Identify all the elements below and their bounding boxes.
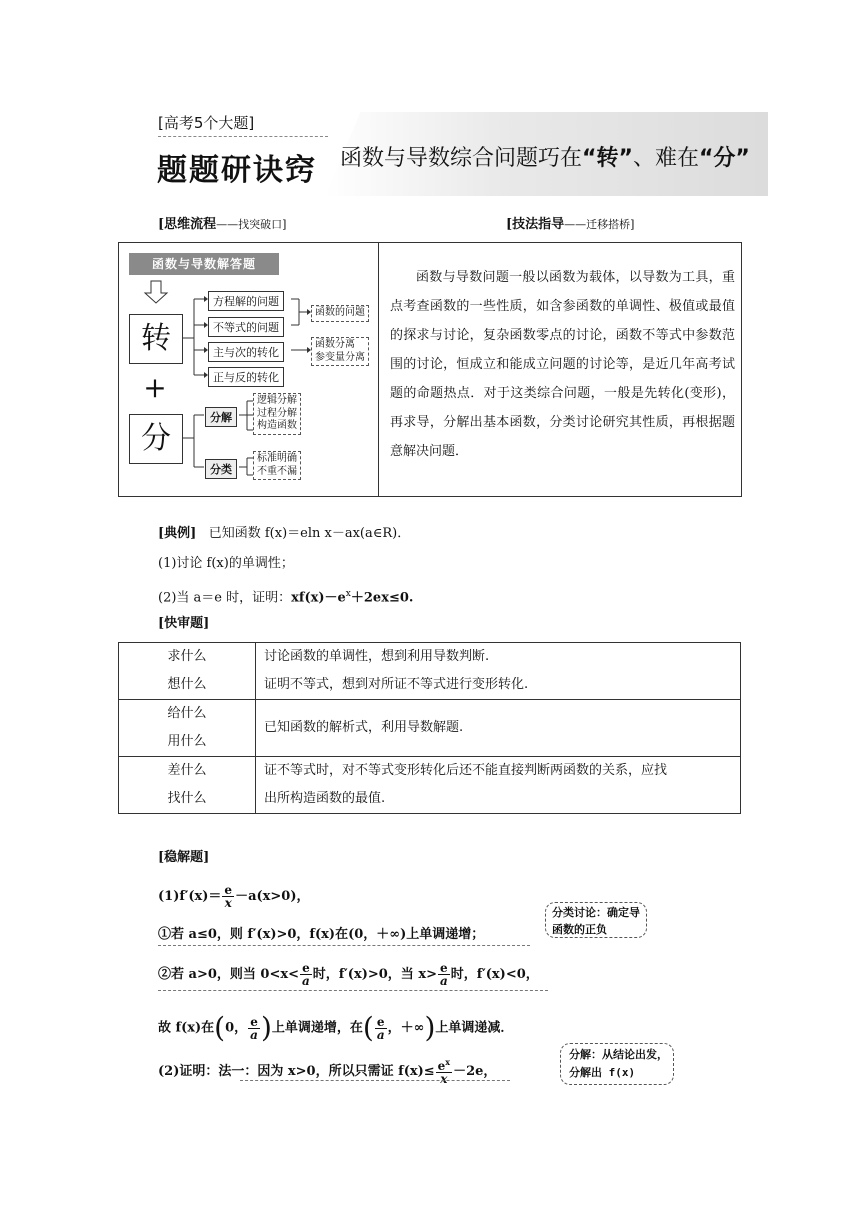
header-divider [158,136,328,137]
flow-item-inequality: 不等式的问题 [208,317,284,337]
flow-fenlei-items: 标准明确 不重不漏 [253,451,301,480]
method-box-divider [378,242,379,496]
kuai-label: [快审题] [158,616,210,631]
table-cell: 证不等式时，对不等式变形转化后还不能直接判断两函数的关系，应找 出所构造函数的最值. [256,757,741,814]
flow-diagram [119,243,378,495]
flow-zhuan-box: 转 [129,314,183,364]
solution-line-1: (1)f′(x)＝ $\frac{e}{x}$ －a(x>0)， [158,883,310,910]
solution-line-2-underline [158,945,530,946]
table-cell: 已知函数的解析式，利用导数解题. [256,700,741,757]
table-cell: 给什么 用什么 [119,700,256,757]
flow-function-problem: 函数的问题 [311,305,369,322]
flow-fenjie-items: 逻辑分解 过程分解 构造函数 [253,393,301,435]
flow-item-positive-negative: 正与反的转化 [208,367,284,387]
flow-item-equation: 方程解的问题 [208,291,284,311]
example-stem: [典例] 已知函数 f(x)＝eln x－ax(a∈R)． [158,526,411,541]
solution-line-4: 故 f(x)在(0， $\frac{e}{a}$ )上单调递增，在( $\frac{e}{a}$ ，＋∞)上单调递减． [158,1011,514,1044]
flow-separation: 函数分离 参变量分离 [311,337,369,366]
header-logo: 题题研诀窍 [157,153,317,188]
flow-fenjie: 分解 [205,407,237,427]
table-row [119,643,741,700]
example-q2: (2)当 a＝e 时，证明：$xf(x)-e^x+2ex\le 0$. [158,589,414,606]
flow-fen-box: 分 [129,414,183,464]
table-cell: 求什么 想什么 [119,643,256,700]
note-classification: 分类讨论：确定导函数的正负 [545,902,647,938]
solution-line-5-underline [240,1080,510,1081]
table-cell: 差什么 找什么 [119,757,256,814]
section-head-guide: [技法指导——迁移搭桥] [506,217,635,232]
solution-line-2: ①若 a≤0，则 f′(x)>0，f(x)在(0，＋∞)上单调递增； [158,927,485,942]
table-cell: 讨论函数的单调性，想到利用导数判断. 证明不等式，想到对所证不等式进行变形转化. [256,643,741,700]
flow-item-primary-secondary: 主与次的转化 [208,342,284,362]
flow-banner: 函数与导数解答题 [129,253,279,275]
header-tag: [高考5个大题] [158,114,255,132]
solution-line-3: ②若 a>0，则当 0<x< $\frac{e}{a}$ 时，f′(x)>0，当 x> $\frac{e}{a}$ 时，f′(x)<0， [158,961,539,988]
note-decomposition: 分解：从结论出发， 分解出 f(x) [560,1043,674,1085]
flow-fenlei: 分类 [205,459,237,479]
example-q1: (1)讨论 f(x)的单调性； [158,556,294,571]
table-row [119,700,741,757]
flow-plus: + [143,371,167,404]
section-head-flow: [思维流程——找突破口] [158,217,287,232]
header-title: 函数与导数综合问题巧在“转”、难在“分” [340,146,750,171]
review-table [118,642,741,814]
wen-label: [稳解题] [158,850,210,865]
solution-line-3-underline [158,990,548,991]
table-row [119,757,741,814]
solution-line-5: (2)证明：法一：因为 x>0，所以只需证 f(x)≤ $\frac{e^x}{x}$ －2e， [158,1057,497,1086]
guide-text: 函数与导数问题一般以函数为载体，以导数为工具，重点考查函数的一些性质，如含参函数的单调性、极值或最值的探求与讨论，复杂函数零点的讨论，函数不等式中参数范围的讨论，恒成立和能成立问题的讨论等，是近几年高考试题的命题热点．对于这类综合问题，一般是先转化(变形)，再求导，分解出基本函数，分类讨论研究其性质，再根据题意解决问题． [390,270,735,459]
